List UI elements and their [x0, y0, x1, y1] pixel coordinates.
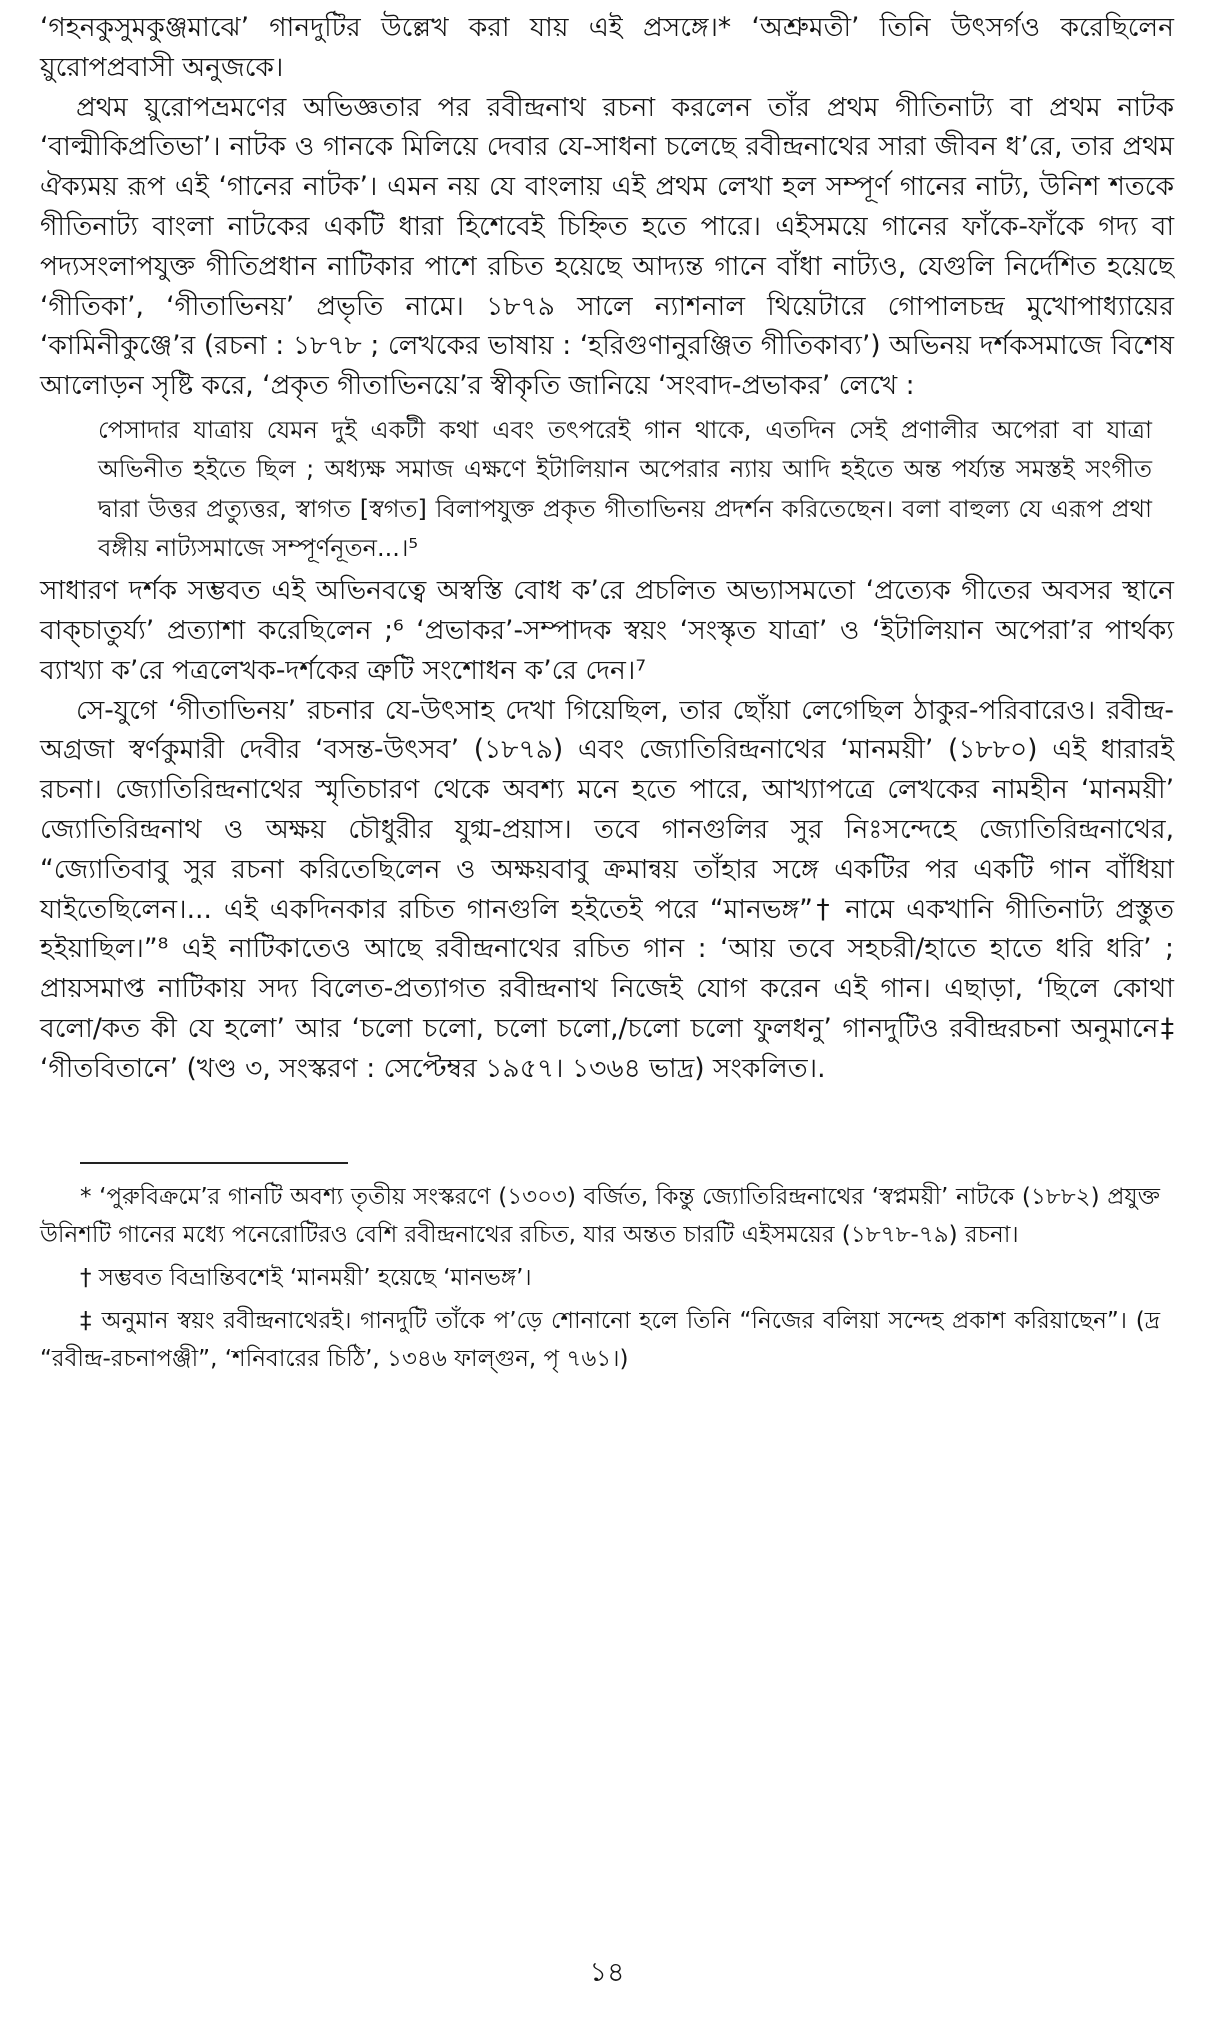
paragraph-4: সে-যুগে ‘গীতাভিনয়’ রচনার যে-উৎসাহ দেখা গিয়েছিল, তার ছোঁয়া লেগেছিল ঠাকুর-পরিবারেও। রবীন্দ্র-অগ্রজা স্বর্ণকুমারী দেবীর ‘বসন্ত-উৎসব’ (১৮৭৯) এবং জ্যোতিরিন্দ্রনাথের ‘মানময়ী’ (১৮৮০) এই ধারারই রচনা। জ্যোতিরিন্দ্রনাথের স্মৃতিচারণ থেকে অবশ্য মনে হতে পারে, আখ্যাপত্রে লেখকের নামহীন ‘মানময়ী’ জ্যোতিরিন্দ্রনাথ ও অক্ষয় চৌধুরীর যুগ্ম-প্রয়াস। তবে গানগুলির সুর নিঃসন্দেহে জ্যোতিরিন্দ্রনাথের, “জ্যোতিবাবু সুর রচনা করিতেছিলেন ও অক্ষয়বাবু ক্রমান্বয় তাঁহার সঙ্গে একটির পর একটি গান বাঁধিয়া যাইতেছিলেন।... এই একদিনকার রচিত গানগুলি হইতেই পরে “মানভঙ্গ”† নামে একখানি গীতিনাট্য প্রস্তুত হইয়াছিল।”⁸ এই নাটিকাতেও আছে রবীন্দ্রনাথের রচিত গান : ‘আয় তবে সহচরী/হাতে হাতে ধরি ধরি’ ; প্রায়সমাপ্ত নাটিকায় সদ্য বিলেত-প্রত্যাগত রবীন্দ্রনাথ নিজেই যোগ করেন এই গান। এছাড়া, ‘ছিলে কোথা বলো/কত কী যে হলো’ আর ‘চলো চলো, চলো চলো,/চলো চলো ফুলধনু’ গানদুটিও রবীন্দ্ররচনা অনুমানে‡ ‘গীতবিতানে’ (খণ্ড ৩, সংস্করণ : সেপ্টেম্বর ১৯৫৭। ১৩৬৪ ভাদ্র) সংকলিত।.	[40, 694, 1174, 1084]
footnote-asterisk: * ‘পুরুবিক্রমে’র গানটি অবশ্য তৃতীয় সংস্করণে (১৩০৩) বর্জিত, কিন্তু জ্যোতিরিন্দ্রনাথের ‘স্বপ্নময়ী’ নাটকে (১৮৮২) প্রযুক্ত উনিশটি গানের মধ্যে পনেরোটিরও বেশি রবীন্দ্রনাথের রচিত, যার অন্তত চারটি এইসময়ের (১৮৭৮-৭৯) রচনা।	[40, 1183, 1160, 1248]
footnote-dagger: † সম্ভবত বিভ্রান্তিবশেই ‘মানময়ী’ হয়েছে ‘মানভঙ্গ’।	[80, 1264, 532, 1291]
footnotes	[40, 1178, 1174, 1378]
paragraph-1: ‘গহনকুসুমকুঞ্জমাঝে’ গানদুটির উল্লেখ করা যায় এই প্রসঙ্গে।* ‘অশ্রুমতী’ তিনি উৎসর্গও করেছিলেন য়ুরোপপ্রবাসী অনুজকে।	[40, 12, 1174, 83]
paragraph-3: সাধারণ দর্শক সম্ভবত এই অভিনবত্বে অস্বস্তি বোধ ক’রে প্রচলিত অভ্যাসমতো ‘প্রত্যেক গীতের অবসর স্থানে বাক্‌চাতুর্য্য’ প্রত্যাশা করেছিলেন ;⁶ ‘প্রভাকর’-সম্পাদক স্বয়ং ‘সংস্কৃত যাত্রা’ ও ‘ইটালিয়ান অপেরা’র পার্থক্য ব্যাখ্যা ক’রে পত্রলেখক-দর্শকের ত্রুটি সংশোধন ক’রে দেন।⁷	[40, 575, 1174, 686]
page-number: ১৪	[589, 1957, 625, 1988]
paragraph-2: প্রথম য়ুরোপভ্রমণের অভিজ্ঞতার পর রবীন্দ্রনাথ রচনা করলেন তাঁর প্রথম গীতিনাট্য বা প্রথম নাটক ‘বাল্মীকিপ্রতিভা’। নাটক ও গানকে মিলিয়ে দেবার যে-সাধনা চলেছে রবীন্দ্রনাথের সারা জীবন ধ’রে, তার প্রথম ঐক্যময় রূপ এই ‘গানের নাটক’। এমন নয় যে বাংলায় এই প্রথম লেখা হল সম্পূর্ণ গানের নাট্য, উনিশ শতকে গীতিনাট্য বাংলা নাটকের একটি ধারা হিশেবেই চিহ্নিত হতে পারে। এইসময়ে গানের ফাঁকে-ফাঁকে গদ্য বা পদ্যসংলাপযুক্ত গীতিপ্রধান নাটিকার পাশে রচিত হয়েছে আদ্যন্ত গানে বাঁধা নাট্যও, যেগুলি নির্দেশিত হয়েছে ‘গীতিকা’, ‘গীতাভিনয়’ প্রভৃতি নামে। ১৮৭৯ সালে ন্যাশনাল থিয়েটারে গোপালচন্দ্র মুখোপাধ্যায়ের ‘কামিনীকুঞ্জে’র (রচনা : ১৮৭৮ ; লেখকের ভাষায় : ‘হরিগুণানুরঞ্জিত গীতিকাব্য’) অভিনয় দর্শকসমাজে বিশেষ আলোড়ন সৃষ্টি করে, ‘প্রকৃত গীতাভিনয়ে’র স্বীকৃতি জানিয়ে ‘সংবাদ-প্রভাকর’ লেখে :	[40, 91, 1174, 402]
block-quote: পেসাদার যাত্রায় যেমন দুই একটী কথা এবং তৎপরেই গান থাকে, এতদিন সেই প্রণালীর অপেরা বা যাত্রা অভিনীত হইতে ছিল ; অধ্যক্ষ সমাজ এক্ষণে ইটালিয়ান অপেরার ন্যায় আদি হইতে অন্ত পর্য্যন্ত সমস্তই সংগীত দ্বারা উত্তর প্রত্যুত্তর, স্বাগত [স্বগত] বিলাপযুক্ত প্রকৃত গীতাভিনয় প্রদর্শন করিতেছেন। বলা বাহুল্য যে এরূপ প্রথা বঙ্গীয় নাট্যসমাজে সম্পূর্ণনূতন...।⁵	[98, 415, 1152, 562]
footnote-divider	[80, 1162, 348, 1164]
main-text	[40, 8, 1174, 1089]
footnote-double-dagger: ‡ অনুমান স্বয়ং রবীন্দ্রনাথেরই। গানদুটি তাঁকে প’ড়ে শোনানো হলে তিনি “নিজের বলিয়া সন্দেহ প্রকাশ করিয়াছেন”। (দ্র “রবীন্দ্র-রচনাপঞ্জী”, ‘শনিবারের চিঠি’, ১৩৪৬ ফাল্গুন, পৃ ৭৬১।)	[40, 1307, 1160, 1372]
